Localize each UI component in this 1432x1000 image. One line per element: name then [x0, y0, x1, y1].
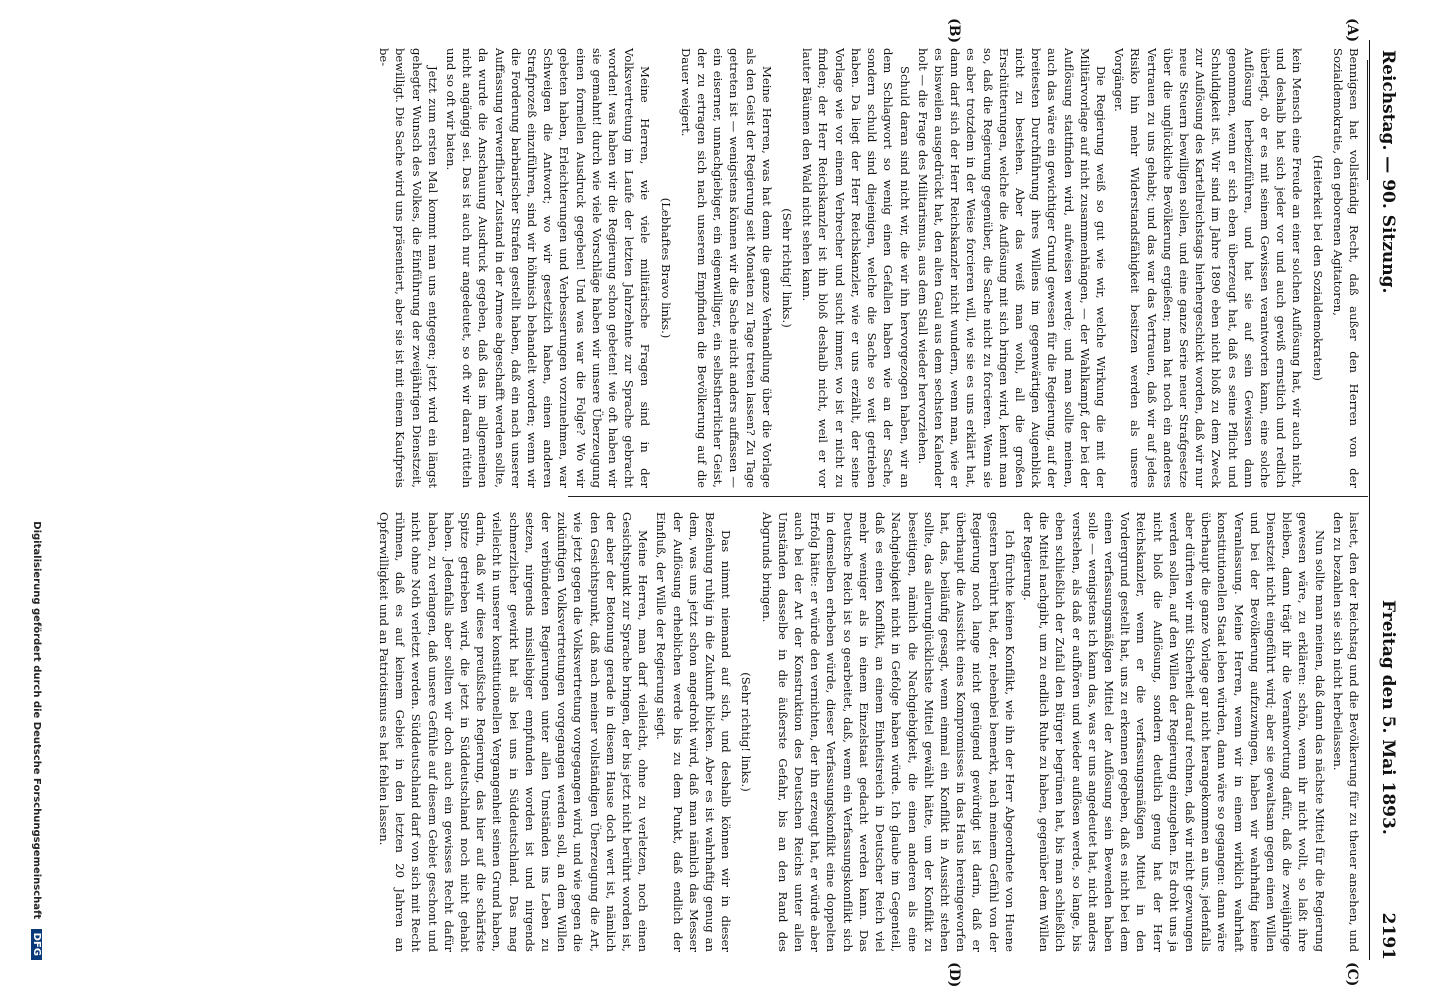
interjection: (Sehr richtig! links.) — [739, 672, 754, 792]
paragraph: Das nimmt niemand auf sich, und deshalb können wir in dieser Beziehung ruhig in die Zukunft blicken. Aber es ist wahrhaftig genug an dem, was uns jetzt schon angedroht wird, daß man nämlich das Messer der Auflösung erheblichen werde bis zu dem Punkt, daß endlich der Einfluß, der Wille der Regierung siegt. — [654, 512, 734, 952]
margin-marker-b: (B) — [946, 18, 962, 44]
margin-marker-c: (C) — [1344, 962, 1360, 987]
column-divider — [568, 496, 1368, 497]
margin-marker-a: (A) — [1344, 18, 1360, 43]
right-text-column — [377, 512, 1362, 952]
interjection: (Lebhaftes Bravo links.) — [658, 197, 673, 339]
paragraph: lastet, den der Reichstag und die Bevölkerung für zu theuer ansehen, und den zu bezahlen sie sich nicht herbeilassen. — [1330, 512, 1361, 952]
header-date: Freitag den 5. Mai 1893. — [1378, 600, 1398, 835]
interjection: (Heiterkeit bei den Sozialdemokraten) — [1310, 155, 1325, 381]
paragraph: Meine Herren, man darf vielleicht, ohne zu verletzen, noch einen Gesichtspunkt zur Sprache bringen, der bis jetzt nicht berührt worden ist, der aber der Betonung gerade in diesem Hause doch wert ist, nämlich den Gesichtspunkt, daß nach meiner vollständigen Überzeugung die Art, wie jetzt gegen die Volksvertretung vorgegangen wird, und wie gegen die zukünftigen Volksvertretungen vorgegangen werden soll, an dem Willen der verbündeten Regierungen unter allen Umständen ins Leben zu setzen, nirgends missliebiger empfunden worden ist und nirgends schmerzlicher gewirkt hat als bei uns in Süddeutschland. Das mag vielleicht in unserer konstitutionellen Vergangenheit seinen Grund haben, darin, daß wir diese preußische Regierung, das hier auf die schärfste Spitze getrieben wird, die jetzt in Süddeutschland noch nicht gehabt haben. Jedenfalls aber sollten wir doch auch ein gewisses Recht dafür haben, zu verlangen, daß unsere Gefühle auf diesem Gebiet geschont und nicht ohne Noth verletzt werden. Süddeutschland darf von sich mit Recht rühmen, daß es auf keinem Gebiet in den letzten 20 Jahren an Opferwilligkeit und an Patriotismus es hat fehlen lassen. — [377, 512, 651, 952]
margin-marker-d: (D) — [946, 962, 962, 988]
paragraph: kein Mensch eine Freude an einer solchen Auflösung hat, wir auch nicht, und deshalb hat sich jeder vor und auch gewiß ernstlich und redlich überlegt, ob er es mit seinem Gewissen verantworten kann, eine solche Auflösung herbeizuführen, und hat sie auf sein Gewissen dann genommen, wenn er sich eben überzeugt hat, daß es seine Pflicht und Schuldigkeit ist. Wir sind im Jahre 1890 eben nicht bloß zu dem Zweck zur Auflösung des Kartellreichstags hierhergeschickt worden, daß wir nur neue Steuern bewilligen sollen, und eine ganze Serie neuer Strafgesetze über die unglückliche Bevölkerung ergießen; man hat noch ein anderes Vertrauen zu uns gehabt; und das war das Vertrauen, daß wir auf jedes Risiko hin mehr Widerstandsfähigkeit besitzen werden als unsere Vorgänger. — [1112, 48, 1305, 488]
paragraph: Jetzt zum ersten Mal kommt man uns entgegen; jetzt wird ein längst gehegter Wunsch des Volkes, die Einführung der zweijährigen Dienstzeit, bewilligt. Die Sache wird uns präsentiert, aber sie ist mit einem Kaufpreis be- — [377, 48, 440, 488]
page-header — [1364, 40, 1404, 960]
header-session-title: Reichstag. — 90. Sitzung. — [1378, 50, 1398, 294]
paragraph: Nun sollte man meinen, daß dann das nächste Mittel für die Regierung gewesen wäre, zu erklären: schön, wenn ihr nicht wollt, so laßt ihre bleiben, dann trägt ihr die Verantwortung dafür, daß die zweijährige Dienstzeit nicht eingeführt wird; aber sie gewaltsam gegen einen Willen und bei der Bevölkerung aufzuzwingen, haben wir wahrhaftig keine Veranlassung. Meine Herren, wenn wir in einem wirklich wahrhaft konstitutionellen Staat leben würden, dann wäre so gegangen: dann wäre überhaupt die ganze Vorlage gar nicht herangekommen an uns, jedenfalls aber dürften wir mit Sicherheit darauf rechnen, daß wir nicht gezwungen werden sollen, auf den Willen der Regierung einzugehen. Es droht uns ja nicht bloß die Auflösung, sondern deutlich genug hat der Herr Reichskanzler, wenn er die verfassungsmäßigen Mittel in den Vordergrund gestellt hat, uns zu erkennen gegeben, daß es nicht bei dem einen verfassungsmäßigen Mittel der Auflösung sein Bewenden haben solle — wenigstens ich kann das, was er uns angedeutet hat, nicht anders verstehen, als daß er aufhören und wieder auflösen werde, so lange, bis eben schließlich der Zufall den Bürger begrünen hat, bis man schließlich die Mittel nachgibt, um zu endlich Ruhe zu haben, gegenüber dem Willen der Regierung. — [1020, 512, 1327, 952]
paragraph: Meine Herren, was hat denn die ganze Verhandlung über die Vorlage als den Geist der Regierung seit Monaten zu Tage treten lassen? Zu Tage getreten ist — wenigstens können wir die Sache nicht anders auffassen — ein eiserner, unnachgiebiger, ein eigenwilliger, ein selbstherrlicher Geist, der zu ertragen sich nach unserem Empfinden die Bevölkerung auf die Dauer weigert. — [678, 48, 774, 488]
dfg-logo: DFG — [31, 929, 42, 960]
interjection: (Sehr richtig! links.) — [780, 208, 795, 328]
paragraph: Ich fürchte keinen Konflikt, wie ihn der Herr Abgeordnete von Huene gestern berührt hat, der, nebenbei bemerkt, nach meinem Gefühl von der Regierung noch lange nicht genügend gewürdigt ist darin, daß er überhaupt die Aussicht eines Kompromisses in das Haus hereingeworfen hat, das, beiläufig gesagt, wenn einmal ein Konflikt in Aussicht stehen sollte, das allerunglücklichste Mittel gewählt hätte, um der Konflikt zu beseitigen, nämlich die Nachgiebigkeit, die einen anderen als eine Nachgiebigkeit nicht in Gefolge haben würde. Ich glaube im Gegenteil, daß es einen Konflikt, an einem Einheitsreich in Deutscher Reich viel mehr weniger als in einem Einzelstaat gedacht werden kann. Das Deutsche Reich ist so gearbeitet, daß, wenn ein Verfassungskonflikt sich in demselben erheben würde, dieser Verfassungskonflikt eine doppelten Erfolg hätte: er würde den vernichten, der ihn erzeugt hat, er würde aber auch bei der Art der Konstruktion des Deutschen Reichs unter allen Umständen dasselbe in die äußerste Gefahr, bis an den Rand des Abgrunds bringen. — [759, 512, 1017, 952]
paragraph: Die Regierung weiß so gut wie wir, welche Wirkung die mit der Militärvorlage auf nicht zusammenhängen, — der Wahlkampf, der bei der Auflösung stattfinden wird, aufweisen werde; und man sollte meinen, auch das wäre ein gewichtiger Grund gewesen für die Regierung, auf der breitesten Durchführung ihres Willens im gegenwärtigen Augenblick nicht zu bestehen. Aber das weiß man wohl, all die großen Erschütterungen, welche die Auflösung mit sich bringen wird, kennt man so, daß die Regierung gegenüber, die Sache nicht zu forcieren. Wenn sie es aber trotzdem in der Weise forcieren will, wie sie es uns erklärt hat, dann darf sich der Herr Reichskanzler nicht wundern, wenn man, wie er es bisweilen ausgedrückt hat, den alten Gaul aus dem sechsten Kalender holt — die Frage des Militarismus, aus dem Stall wieder hervorziehen. — [915, 48, 1108, 488]
left-header-short-rule — [1367, 60, 1368, 180]
digitization-credit — [31, 40, 42, 960]
paragraph: Meine Herren, wie viele militärische Fragen sind in der Volksvertretung im Laufe der letzten Jahrzehnte zur Sprache gebracht worden! was haben wir die Regierung schon gebeten! wie oft haben wir sie gemahnt! durch wie viele Vorschläge haben wir unsere Überzeugung einen formellen Ausdruck gegeben! Und was war die Folge? Wo wir gebeten haben, Erleichterungen und Verbesserungen vorzunehmen, war Schweigen die Antwort; wo wir gesetzlich haben, einen anderen Strafprozeß einzuführen, sind wir höhnisch behandelt worden; wenn wir die Forderung barbarischer Strafen gestellt haben, daß ein nach unserer Auffassung verwerflicher Zustand in der Armee abgeschafft werden sollte, da wurde die Anschauung Ausdruck gegeben, daß das im allgemeinen nicht angängig sei. Das ist auch nur angedeutet, so oft wir daran rütteln und so oft wir baten. — [444, 48, 653, 488]
header-rule — [1369, 40, 1370, 960]
digitization-credit-text: Digitalisierung gefördert durch die Deutsche Forschungsgemeinschaft — [31, 521, 42, 920]
page-number: 2191 — [1378, 912, 1398, 960]
paragraph: Schuld daran sind nicht wir, die wir ihn hervorgezogen haben, wir an dem Schlagwort so wenig einen Gefallen haben wie an der Sache, sondern schuld sind diejenigen, welche die Sache so weit getrieben haben. Da liegt der Herr Reichskanzler, wie er uns erzählt, der seine Vorlage wie vor einem Verbrecher und sucht immer, wo ist er nicht zu finden; der Herr Reichskanzler ist ihn bloß deshalb nicht, weil er vor lauter Bäumen den Wald nicht sehen kann. — [800, 48, 912, 488]
paragraph: Bennigsen hat vollständig Recht, daß außer den Herren von der Sozialdemokratie, den geborenen Agitatoren, — [1330, 48, 1361, 488]
left-text-column — [377, 48, 1362, 488]
